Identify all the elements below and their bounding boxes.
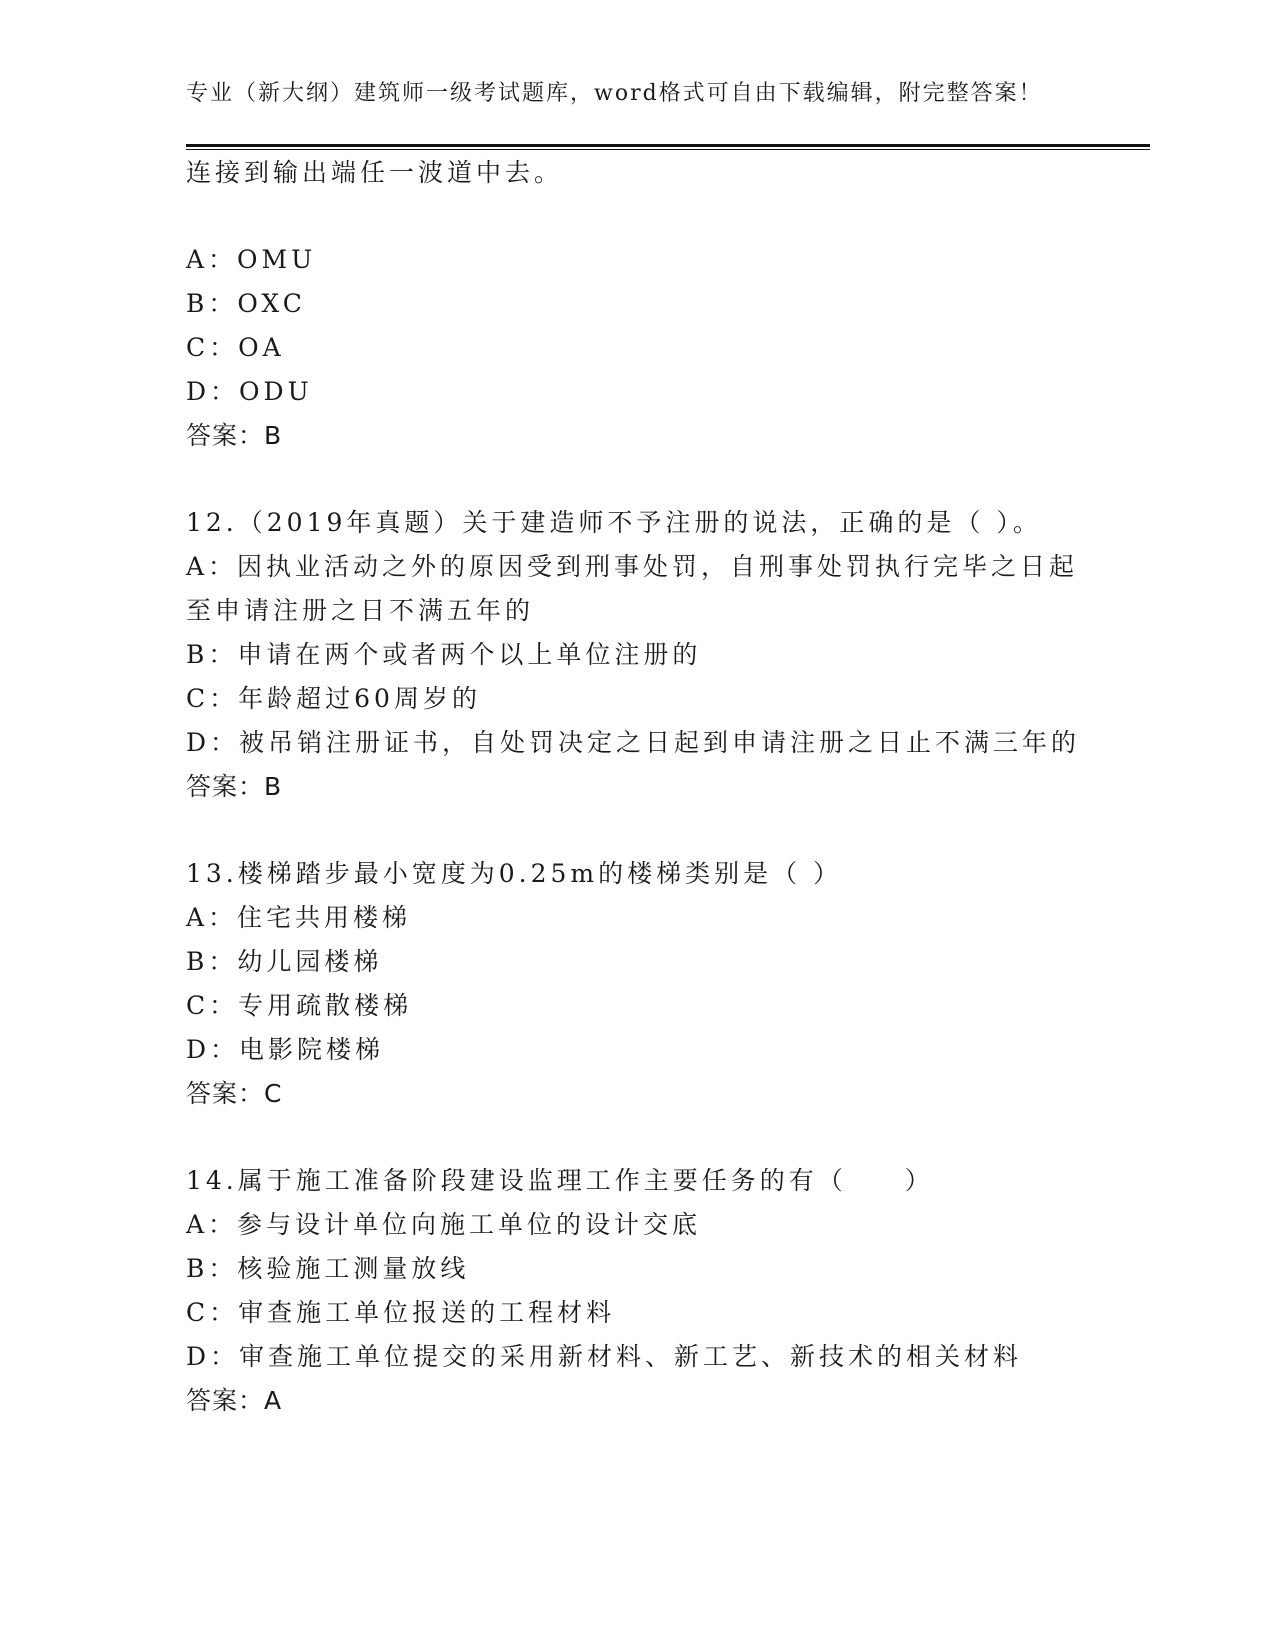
question-stem: 13.楼梯踏步最小宽度为0.25m的楼梯类别是（ ） bbox=[186, 859, 843, 888]
option-c: C：审查施工单位报送的工程材料 bbox=[186, 1298, 616, 1327]
answer: 答案：B bbox=[186, 772, 283, 801]
option-b: B：幼儿园楼梯 bbox=[186, 947, 383, 976]
option-d: D：ODU bbox=[186, 377, 313, 406]
question-stem: 12.（2019年真题）关于建造师不予注册的说法，正确的是（ ）。 bbox=[186, 508, 1042, 537]
question-continuation: 连接到输出端任一波道中去。 bbox=[186, 158, 564, 187]
answer: 答案：B bbox=[186, 421, 283, 450]
answer: 答案：A bbox=[186, 1386, 283, 1415]
option-c: C：OA bbox=[186, 333, 285, 362]
option-b: B：OXC bbox=[186, 289, 306, 318]
answer: 答案：C bbox=[186, 1079, 283, 1108]
option-c: C：年龄超过60周岁的 bbox=[186, 684, 481, 713]
header-rule-thick bbox=[186, 144, 1150, 147]
option-a: A：参与设计单位向施工单位的设计交底 bbox=[186, 1210, 702, 1239]
option-b: B：申请在两个或者两个以上单位注册的 bbox=[186, 640, 702, 669]
header-text: 专业（新大纲）建筑师一级考试题库，word格式可自由下载编辑，附完整答案！ bbox=[186, 81, 1043, 106]
option-a: A：住宅共用楼梯 bbox=[186, 903, 412, 932]
option-a: A：OMU bbox=[186, 245, 317, 274]
option-a: A：因执业活动之外的原因受到刑事处罚，自刑事处罚执行完毕之日起 bbox=[186, 552, 1079, 581]
question-stem: 14.属于施工准备阶段建设监理工作主要任务的有（ ） bbox=[186, 1166, 934, 1195]
option-d: D：电影院楼梯 bbox=[186, 1035, 385, 1064]
option-a-continued: 至申请注册之日不满五年的 bbox=[186, 596, 535, 625]
header-rule-thin bbox=[186, 149, 1150, 150]
option-d: D：被吊销注册证书，自处罚决定之日起到申请注册之日止不满三年的 bbox=[186, 728, 1081, 757]
option-d: D：审查施工单位提交的采用新材料、新工艺、新技术的相关材料 bbox=[186, 1342, 1023, 1371]
option-b: B：核验施工测量放线 bbox=[186, 1254, 470, 1283]
option-c: C：专用疏散楼梯 bbox=[186, 991, 413, 1020]
